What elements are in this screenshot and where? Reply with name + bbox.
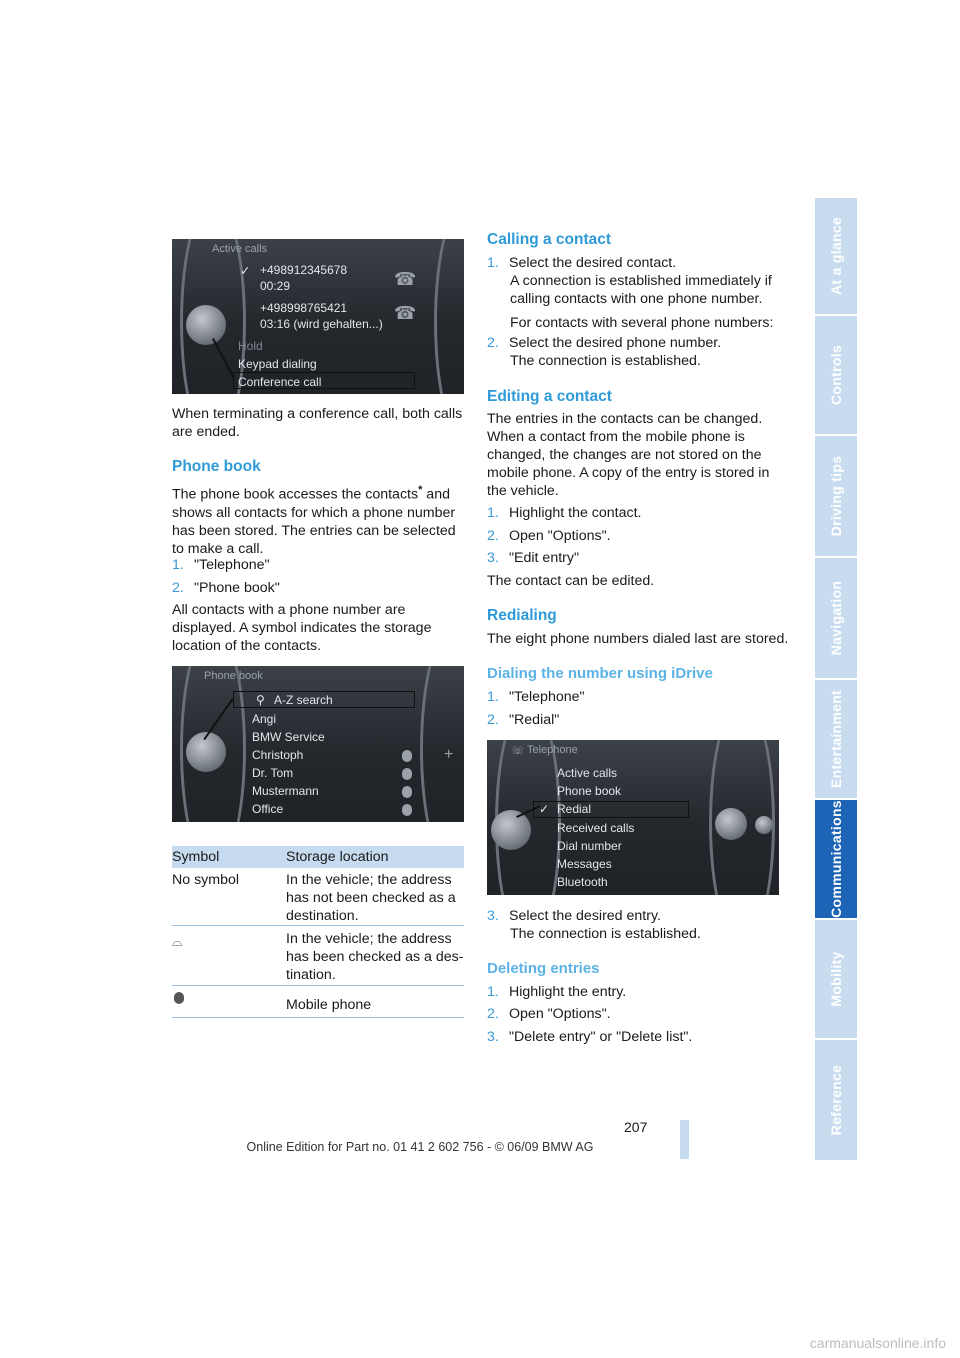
- contact-item[interactable]: Office: [252, 802, 284, 816]
- tab-communications[interactable]: Communications: [815, 800, 857, 920]
- step: 2. Select the desired phone number.: [487, 335, 722, 351]
- heading-editing-contact: Editing a contact: [487, 388, 612, 405]
- plus-icon: +: [444, 746, 454, 763]
- bluetooth-icon: [402, 786, 412, 798]
- call-number-1: +498912345678: [260, 263, 348, 277]
- bluetooth-icon: [402, 768, 412, 780]
- tab-at-a-glance[interactable]: At a glance: [815, 198, 857, 316]
- search-icon: ⚲: [256, 693, 265, 707]
- watermark: carmanualsonline.info: [809, 1335, 946, 1351]
- menu-a-z-search[interactable]: A-Z search: [274, 693, 333, 707]
- editing-paragraph: The entries in the contacts can be changed. When a contact from the mobile phone is changed, the changes are not stored on the mobile phone. A copy of the entry is stored in the vehicle.: [487, 411, 770, 499]
- heading-redialing: Redialing: [487, 607, 557, 624]
- menu-phone-book[interactable]: Phone book: [557, 784, 622, 798]
- step: 1. "Telephone": [487, 689, 585, 705]
- tab-entertainment[interactable]: Entertainment: [815, 680, 857, 800]
- table-rule: [172, 985, 464, 986]
- step-detail: The connection is established.: [510, 926, 701, 942]
- table-cell-location: Mobile phone: [286, 997, 372, 1013]
- editing-after: The contact can be edited.: [487, 573, 655, 589]
- screen-header: Active calls: [212, 243, 268, 255]
- check-icon: ✓: [539, 802, 550, 816]
- table-header-symbol: Symbol: [172, 849, 220, 865]
- step: 2. Open "Options".: [487, 1006, 611, 1022]
- heading-deleting-entries: Deleting entries: [487, 960, 600, 977]
- contact-item[interactable]: BMW Service: [252, 730, 325, 744]
- step-detail: For contacts with several phone numbers:: [510, 315, 774, 331]
- handset-icon: ☎: [394, 269, 417, 289]
- table-cell-location: In the vehicle; the address has not been checked as a destination.: [286, 872, 456, 924]
- step: 1. Highlight the contact.: [487, 505, 642, 521]
- step: 3. "Delete entry" or "Delete list".: [487, 1029, 693, 1045]
- step-detail: The connection is established.: [510, 353, 701, 369]
- tab-controls[interactable]: Controls: [815, 316, 857, 436]
- step: 2. "Redial": [487, 712, 560, 728]
- step: 3. Select the desired entry.: [487, 908, 661, 924]
- tab-driving-tips[interactable]: Driving tips: [815, 436, 857, 558]
- chapter-tabs: [815, 198, 857, 1160]
- menu-redial[interactable]: Redial: [557, 802, 592, 816]
- step: 3. "Edit entry": [487, 550, 580, 566]
- mobile-phone-icon: [174, 992, 184, 1004]
- call-number-2: +498998765421: [260, 301, 348, 315]
- contact-item[interactable]: Christoph: [252, 748, 304, 762]
- destination-flag-icon: ⌓: [172, 934, 183, 949]
- contacts-paragraph: All contacts with a phone number are displayed. A symbol indicates the storage location of the contacts.: [172, 602, 432, 654]
- menu-hold[interactable]: Hold: [238, 339, 263, 353]
- screen-telephone: [487, 740, 779, 895]
- bluetooth-icon: [402, 804, 412, 816]
- option-knob: [715, 808, 747, 840]
- menu-keypad-dialing[interactable]: Keypad dialing: [238, 357, 317, 371]
- contact-item[interactable]: Angi: [252, 712, 277, 726]
- tab-navigation[interactable]: Navigation: [815, 558, 857, 680]
- step: 1. Select the desired contact.: [487, 255, 677, 271]
- heading-calling-contact: Calling a contact: [487, 231, 612, 248]
- controller-knob: [186, 732, 226, 772]
- table-cell-location: In the vehicle; the address has been checked as a des-tination.: [286, 931, 464, 983]
- step: 2. "Phone book": [172, 580, 280, 596]
- handset-icon: ☎: [394, 303, 417, 323]
- check-icon: ✓: [240, 264, 251, 278]
- controller-knob: [186, 305, 226, 345]
- side-knob: [755, 816, 773, 834]
- screen-phone-book: [172, 666, 464, 822]
- call-time-2: 03:16 (wird gehalten...): [260, 317, 383, 331]
- screen-active-calls: [172, 239, 464, 394]
- menu-messages[interactable]: Messages: [557, 857, 612, 871]
- menu-received-calls[interactable]: Received calls: [557, 821, 635, 835]
- menu-conference-call[interactable]: Conference call: [238, 375, 322, 389]
- menu-bluetooth[interactable]: Bluetooth: [557, 875, 608, 889]
- step-detail: A connection is established immediately if calling contacts with one phone number.: [510, 273, 772, 307]
- menu-active-calls[interactable]: Active calls: [557, 766, 618, 780]
- page-number: 207: [624, 1119, 648, 1135]
- step: 1. Highlight the entry.: [487, 984, 627, 1000]
- tab-reference[interactable]: Reference: [815, 1040, 857, 1162]
- screen-header: Telephone: [527, 744, 578, 756]
- phone-book-paragraph: The phone book accesses the contacts* and shows all contacts for which a phone number has been stored. The entries can be selected to make a call.: [172, 484, 456, 557]
- contact-item[interactable]: Dr. Tom: [252, 766, 294, 780]
- step: 2. Open "Options".: [487, 528, 611, 544]
- heading-dialing-idrive: Dialing the number using iDrive: [487, 665, 713, 682]
- highlight-box: [233, 691, 415, 708]
- phone-icon: ☏: [511, 745, 525, 757]
- conference-note: When terminating a conference call, both calls are ended.: [172, 406, 463, 440]
- highlight-box: [233, 372, 415, 389]
- screen-header: Phone book: [204, 670, 263, 682]
- step: 1. "Telephone": [172, 557, 270, 573]
- controller-knob: [491, 810, 531, 850]
- redialing-paragraph: The eight phone numbers dialed last are stored.: [487, 631, 789, 647]
- menu-dial-number[interactable]: Dial number: [557, 839, 622, 853]
- table-header-location: Storage location: [286, 849, 389, 865]
- tab-mobility[interactable]: Mobility: [815, 920, 857, 1040]
- highlight-box: [533, 801, 689, 818]
- call-time-1: 00:29: [260, 279, 291, 293]
- table-rule: [172, 1017, 464, 1018]
- contact-item[interactable]: Mustermann: [252, 784, 319, 798]
- heading-phone-book: Phone book: [172, 458, 261, 475]
- footer-edition: Online Edition for Part no. 01 41 2 602 756 - © 06/09 BMW AG: [246, 1140, 594, 1154]
- table-rule: [172, 925, 464, 926]
- table-cell-symbol: No symbol: [172, 872, 240, 888]
- bluetooth-icon: [402, 750, 412, 762]
